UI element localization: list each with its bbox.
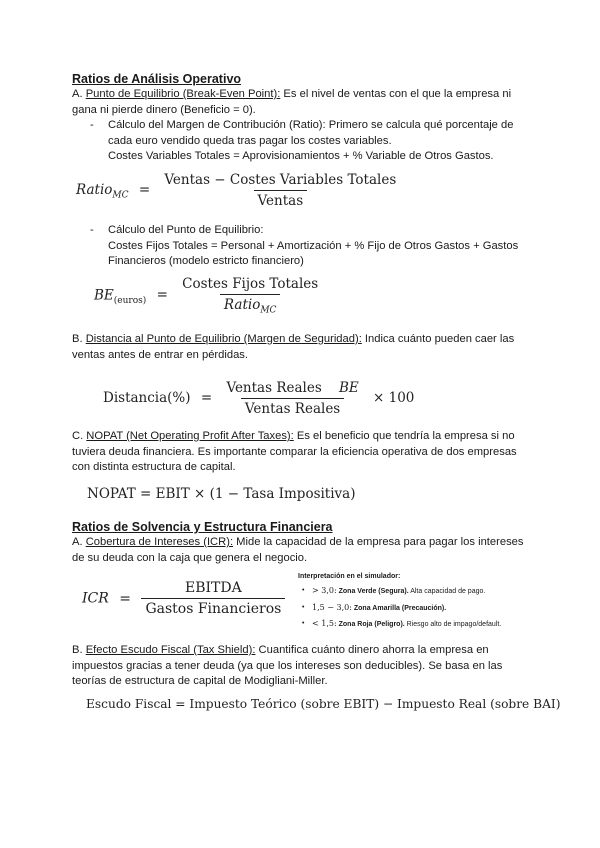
term-tax-shield: Efecto Escudo Fiscal (Tax Shield): [85,644,256,656]
text: impuestos gracias a tener deuda (ya que los intereses son deducibles). Se basa en las [72,659,503,672]
formula-denominator: Ventas Reales [241,398,344,417]
formula-lhs-sub: (euros) [113,296,147,307]
formula-escudo-fiscal: Escudo Fiscal = Impuesto Teórico (sobre EBIT) − Impuesto Real (sobre BAI) [86,697,561,711]
paragraph-distancia [72,332,542,363]
bullet-punto-equilibrio [90,223,530,270]
text: Cálculo del Punto de Equilibrio: [108,224,264,236]
formula-numerator [222,380,362,398]
bullet-ratio-mc [90,118,530,165]
item-letter: A. [72,88,86,100]
text: Cuantifica cuánto dinero ahorra la empresa en [255,644,489,656]
interpretation-list [298,583,530,633]
text: Es el beneficio que tendría la empresa si no [293,430,515,442]
term-distancia: Distancia al Punto de Equilibrio (Margen de Seguridad): [85,333,362,345]
formula-be [94,276,322,316]
formula-lhs-sub: MC [112,190,129,201]
formula-times: × 100 [373,390,415,406]
list-item [298,600,530,617]
formula-numerator: EBITDA [185,580,242,596]
formula-icr [82,580,285,617]
item-letter: B. [72,333,86,345]
icr-interpretation-box [298,573,530,633]
formula-fraction [178,276,322,316]
formula-eq: = [138,182,151,198]
zone-range: < 1,5: [312,619,337,628]
formula-denominator: Gastos Financieros [141,598,285,617]
formula-distancia [103,380,414,417]
formula-numerator: Ventas − Costes Variables Totales [164,172,397,188]
formula-numerator: Costes Fijos Totales [182,276,319,292]
formula-denominator [220,294,281,316]
term-icr: Cobertura de Intereses (ICR): [85,536,234,548]
item-letter: A. [72,536,86,548]
formula-eq: = [200,390,213,406]
item-letter: C. [72,430,87,442]
formula-fraction [141,580,285,617]
paragraph-break-even [72,87,542,118]
text: gana ni pierde dinero (Beneficio = 0). [72,103,256,116]
text: tuviera deuda financiera. Es importante comparar la eficiencia operativa de dos empresas [72,445,517,458]
text: cada euro vendido queda tras pagar los costes variables. [108,134,392,147]
zone-note: Alta capacidad de pago. [408,588,486,595]
list-item [298,583,530,600]
zone-range: > 3,0: [312,586,337,595]
formula-lhs: Distancia(%) [103,390,191,406]
text: teorías de estructura de capital de Modigliani-Miller. [72,675,328,687]
zone-label: Zona Amarilla (Precaución). [351,604,447,612]
paragraph-tax-shield [72,643,542,690]
formula-den-sub: MC [260,305,277,316]
formula-fraction [222,380,362,417]
text: Costes Fijos Totales = Personal + Amortización + % Fijo de Otros Gastos + Gastos [108,239,519,252]
formula-fraction [160,172,400,209]
zone-label: Zona Roja (Peligro). [336,621,405,628]
text: ventas antes de entrar en pérdidas. [72,348,249,361]
formula-denominator: Ventas [254,190,308,209]
formula-num-right: BE [338,380,359,396]
bullet-dash: - [90,119,94,131]
paragraph-icr [72,535,542,566]
section-title-operativo: Ratios de Análisis Operativo [72,72,242,86]
list-item [298,616,530,633]
formula-eq: = [119,590,131,607]
term-nopat: NOPAT (Net Operating Profit After Taxes): [86,430,294,442]
interpretation-title: Interpretación en el simulador: [298,573,401,580]
item-letter: B. [72,644,86,656]
formula-nopat: NOPAT = EBIT × (1 − Tasa Impositiva) [87,486,356,502]
text: Es el nivel de ventas con el que la empresa ni [280,88,512,100]
zone-range: 1,5 − 3,0: [312,602,352,612]
text: Financieros (modelo estricto financiero) [108,255,304,267]
formula-lhs: Ratio [76,182,113,198]
zone-label: Zona Verde (Segura). [336,588,409,595]
text: Cálculo del Margen de Contribución (Ratio): Primero se calcula qué porcentaje de [108,119,514,131]
text: Indica cuánto pueden caer las [361,333,515,345]
formula-eq: = [156,287,168,304]
text: de su deuda con la caja que genera el negocio. [72,551,308,564]
section-title-solvencia: Ratios de Solvencia y Estructura Financiera [72,520,333,534]
text: Mide la capacidad de la empresa para pagar los intereses [233,536,524,548]
formula-ratio-mc [76,172,400,209]
text: Costes Variables Totales = Aprovisionamientos + % Variable de Otros Gastos. [108,150,494,162]
formula-lhs: ICR [82,590,109,607]
formula-lhs: BE [94,287,114,304]
zone-note: Riesgo alto de impago/default. [404,621,502,628]
term-break-even: Punto de Equilibrio (Break-Even Point): [85,88,281,100]
text: con distinta estructura de capital. [72,461,236,473]
paragraph-nopat [72,429,542,476]
bullet-dash: - [90,224,94,236]
formula-den-main: Ratio [223,297,261,313]
formula-num-left: Ventas Reales [226,380,322,396]
